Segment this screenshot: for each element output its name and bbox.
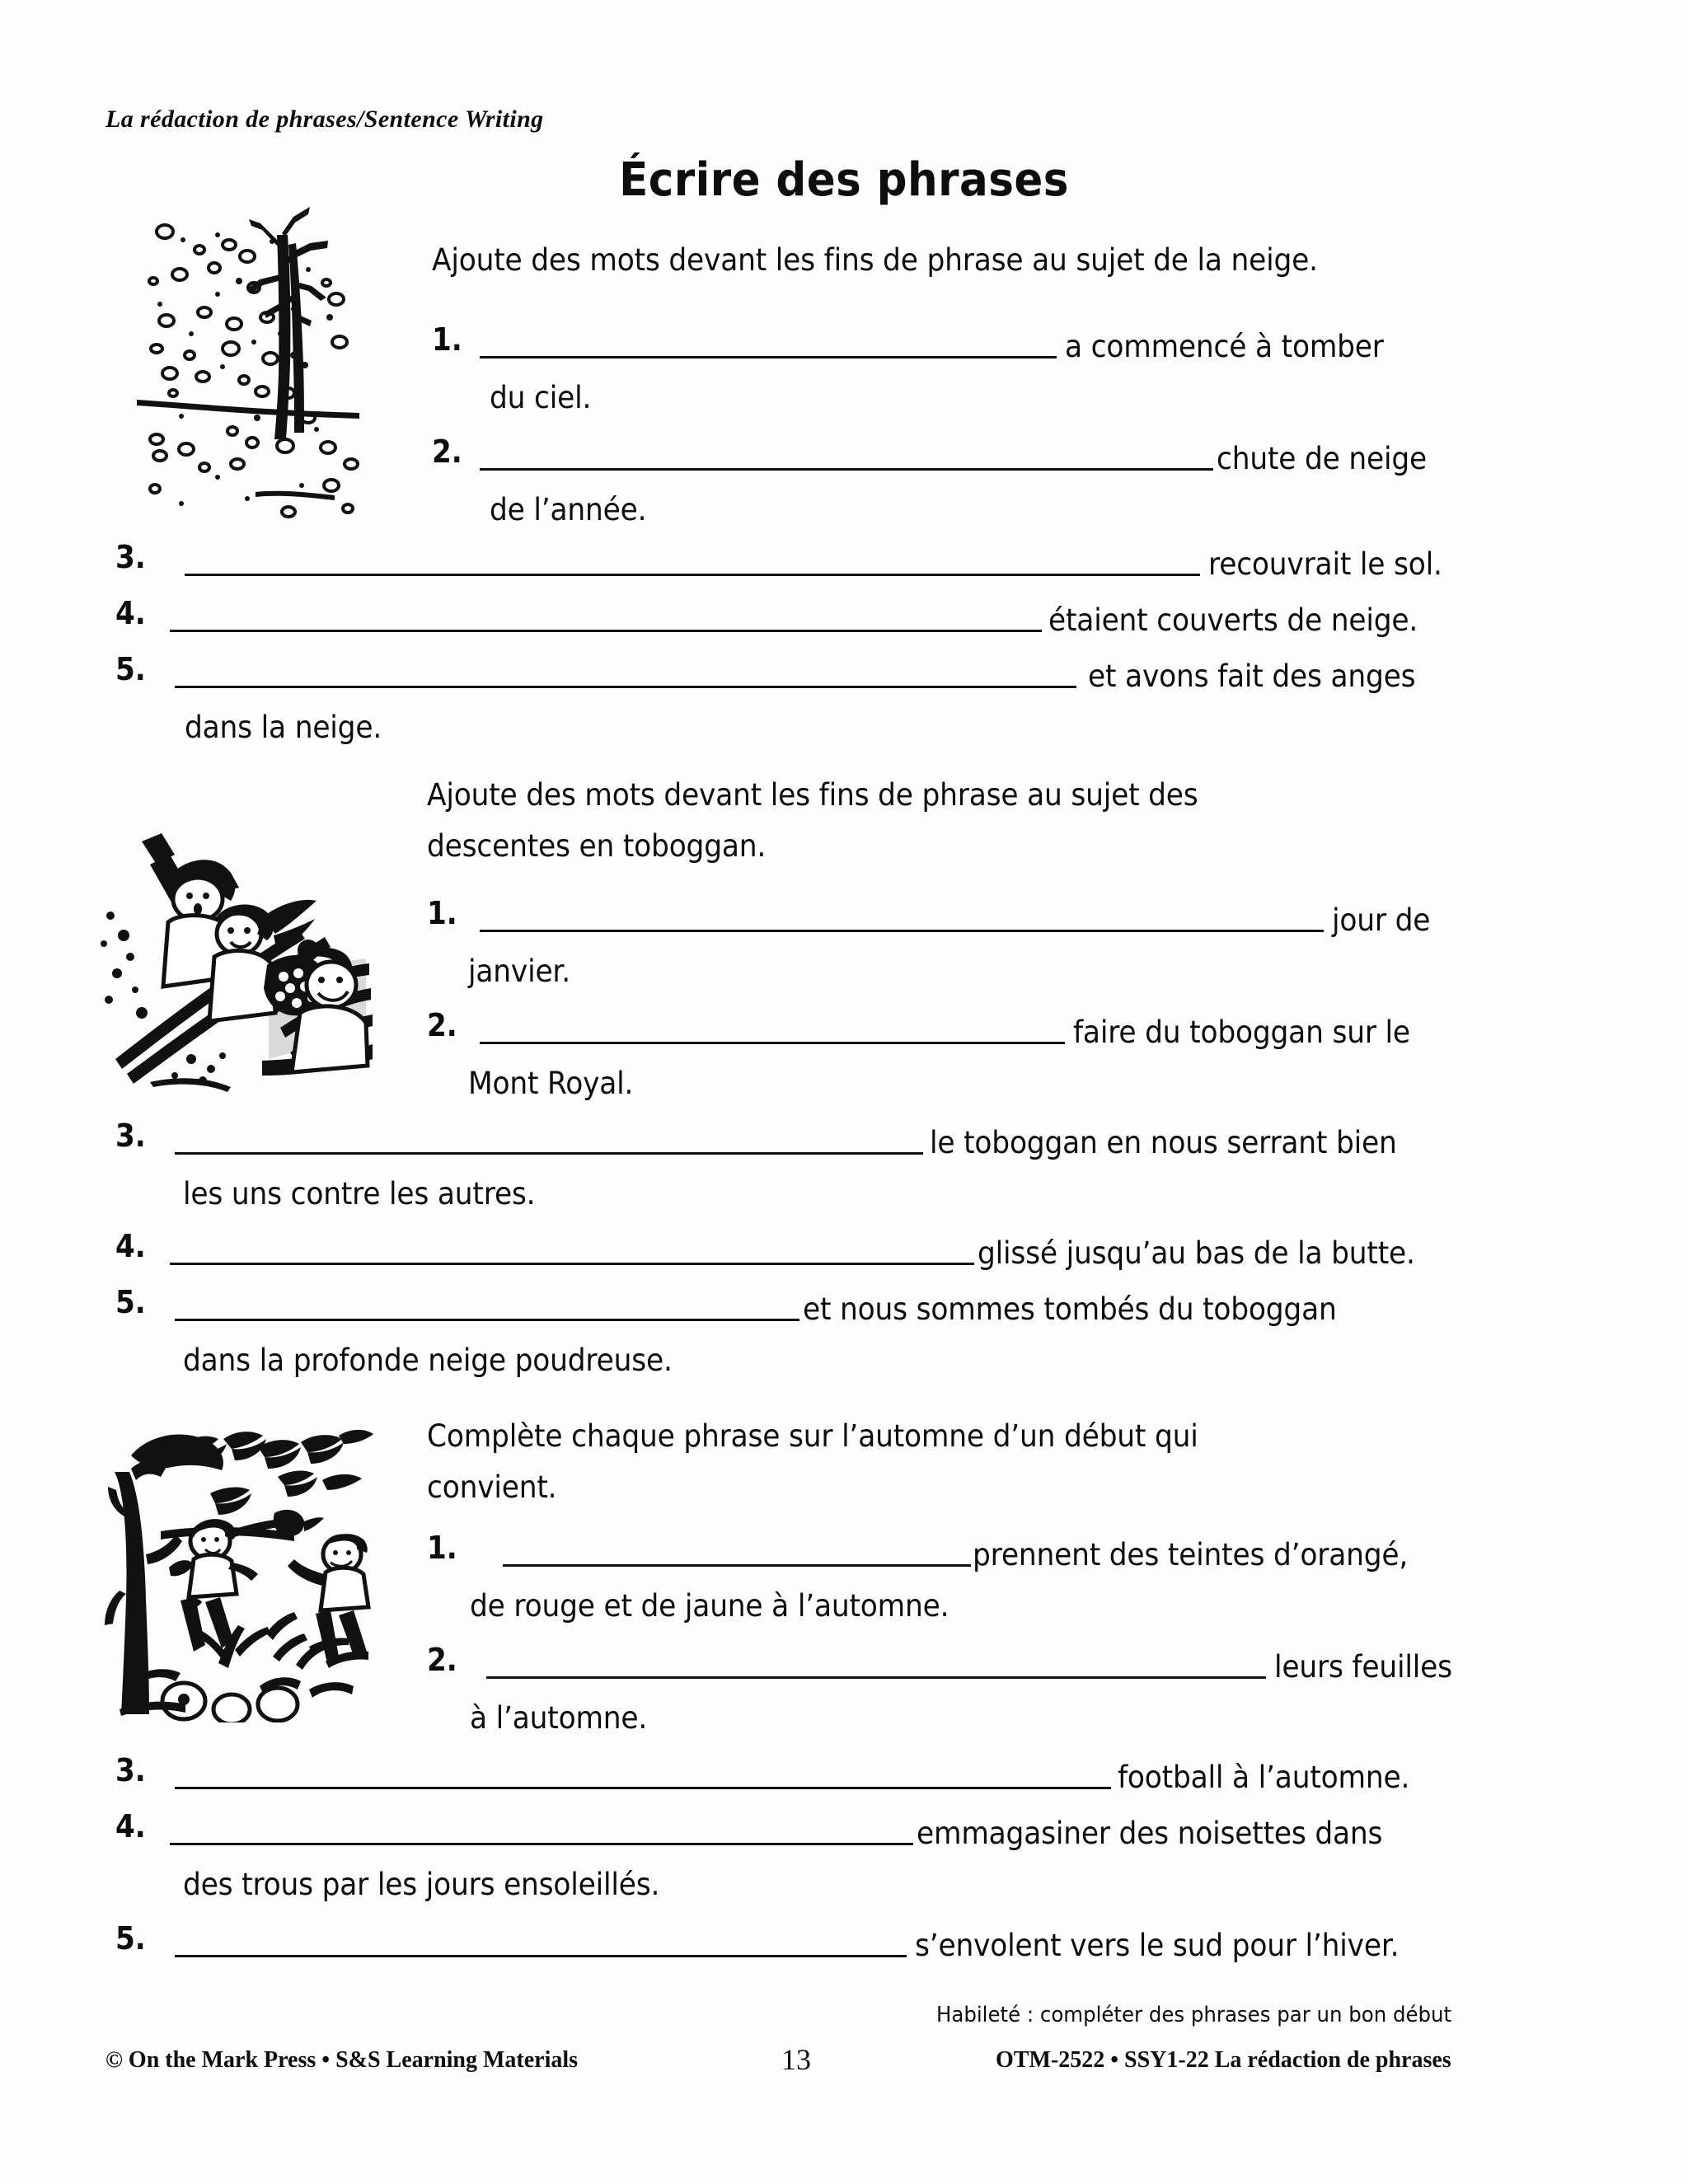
section-toboggan-item-3-blank[interactable] xyxy=(175,1152,923,1155)
page-title: Écrire des phrases xyxy=(619,153,1069,207)
section-toboggan-item-5-tail: et nous sommes tombés du toboggan xyxy=(803,1291,1337,1327)
section-toboggan-item-3-wrap: les uns contre les autres. xyxy=(183,1176,536,1212)
section-neige-item-2-tail: chute de neige xyxy=(1217,441,1428,476)
snowy-tree-illustration xyxy=(132,202,363,532)
section-neige-item-1-blank[interactable] xyxy=(480,356,1057,359)
section-toboggan-item-1-number: 1. xyxy=(427,895,457,931)
section-toboggan-item-5-wrap: dans la profonde neige poudreuse. xyxy=(183,1343,673,1378)
section-automne-item-2-blank[interactable] xyxy=(486,1676,1266,1679)
section-toboggan-item-2-tail: faire du toboggan sur le xyxy=(1073,1015,1410,1050)
section-toboggan-item-4-blank[interactable] xyxy=(170,1263,974,1265)
section-automne-item-4-tail: emmagasiner des noisettes dans xyxy=(917,1816,1383,1851)
section-neige-item-1-wrap: du ciel. xyxy=(490,380,592,415)
section-toboggan-instruction-line-1: Ajoute des mots devant les fins de phrase au sujet des xyxy=(427,777,1198,813)
section-automne-instruction-line-2: convient. xyxy=(427,1469,557,1505)
section-automne-item-1-number: 1. xyxy=(427,1530,457,1566)
footer-reference: OTM-2522 • SSY1-22 La rédaction de phrases xyxy=(996,2047,1451,2073)
section-neige-item-2-blank[interactable] xyxy=(480,468,1213,471)
section-neige-item-1-tail: a commencé à tomber xyxy=(1065,329,1384,364)
section-automne-item-3-tail: football à l’automne. xyxy=(1118,1760,1410,1795)
section-automne-item-1-wrap: de rouge et de jaune à l’automne. xyxy=(470,1588,950,1624)
section-automne-item-1-blank[interactable] xyxy=(503,1564,971,1567)
toboggan-children-illustration xyxy=(92,812,381,1092)
section-toboggan-item-4-tail: glissé jusqu’au bas de la butte. xyxy=(978,1235,1415,1271)
section-neige-item-5-wrap: dans la neige. xyxy=(185,710,382,745)
section-automne-item-5-blank[interactable] xyxy=(175,1955,907,1957)
section-toboggan-instruction-line-2: descentes en toboggan. xyxy=(427,828,767,864)
section-automne-instruction-line-1: Complète chaque phrase sur l’automne d’un début qui xyxy=(427,1418,1198,1454)
section-toboggan-item-5-number: 5. xyxy=(115,1284,146,1320)
section-toboggan-item-5-blank[interactable] xyxy=(175,1319,799,1321)
section-neige-item-3-tail: recouvrait le sol. xyxy=(1208,546,1442,582)
section-toboggan-item-2-wrap: Mont Royal. xyxy=(468,1066,634,1101)
footer-copyright: © On the Mark Press • S&S Learning Materials xyxy=(106,2047,579,2073)
section-automne-item-5-tail: s’envolent vers le sud pour l’hiver. xyxy=(915,1928,1400,1963)
section-neige-item-5-blank[interactable] xyxy=(175,686,1076,688)
footer-page-number: 13 xyxy=(781,2043,811,2076)
section-neige-item-5-number: 5. xyxy=(115,651,146,687)
section-toboggan-item-1-wrap: janvier. xyxy=(468,954,570,989)
section-automne-item-1-tail: prennent des teintes d’orangé, xyxy=(973,1537,1409,1572)
section-automne-item-3-number: 3. xyxy=(115,1752,146,1788)
section-automne-item-4-wrap: des trous par les jours ensoleillés. xyxy=(183,1867,660,1902)
autumn-geese-illustration xyxy=(103,1393,375,1722)
footer-skill-note: Habileté : compléter des phrases par un bon début xyxy=(936,2003,1452,2027)
section-automne-item-2-wrap: à l’automne. xyxy=(470,1700,648,1736)
section-neige-item-4-number: 4. xyxy=(115,595,146,631)
section-neige-item-4-tail: étaient couverts de neige. xyxy=(1048,602,1418,638)
section-toboggan-item-2-number: 2. xyxy=(427,1007,457,1043)
section-toboggan-item-3-tail: le toboggan en nous serrant bien xyxy=(930,1125,1397,1160)
section-automne-item-2-tail: leurs feuilles xyxy=(1274,1649,1452,1685)
section-neige-item-2-wrap: de l’année. xyxy=(490,492,647,527)
section-automne-item-4-number: 4. xyxy=(115,1808,146,1844)
section-toboggan-item-2-blank[interactable] xyxy=(480,1042,1065,1044)
section-toboggan-item-1-blank[interactable] xyxy=(480,930,1324,932)
section-neige-item-2-number: 2. xyxy=(432,434,462,470)
section-automne-item-3-blank[interactable] xyxy=(175,1787,1111,1789)
section-neige-item-3-number: 3. xyxy=(115,539,146,575)
section-neige-item-5-tail: et avons fait des anges xyxy=(1088,658,1416,694)
section-automne-item-5-number: 5. xyxy=(115,1920,146,1957)
section-neige-item-1-number: 1. xyxy=(432,321,462,358)
section-toboggan-item-3-number: 3. xyxy=(115,1118,146,1154)
section-toboggan-item-1-tail: jour de xyxy=(1332,902,1431,938)
section-automne-item-4-blank[interactable] xyxy=(170,1843,913,1845)
section-neige-item-4-blank[interactable] xyxy=(170,630,1042,632)
running-head: La rédaction de phrases/Sentence Writing xyxy=(106,105,544,133)
section-automne-item-2-number: 2. xyxy=(427,1642,457,1678)
section-toboggan-item-4-number: 4. xyxy=(115,1228,146,1264)
section-neige-instruction-line-1: Ajoute des mots devant les fins de phrase au sujet de la neige. xyxy=(432,242,1318,278)
section-neige-item-3-blank[interactable] xyxy=(185,574,1200,576)
